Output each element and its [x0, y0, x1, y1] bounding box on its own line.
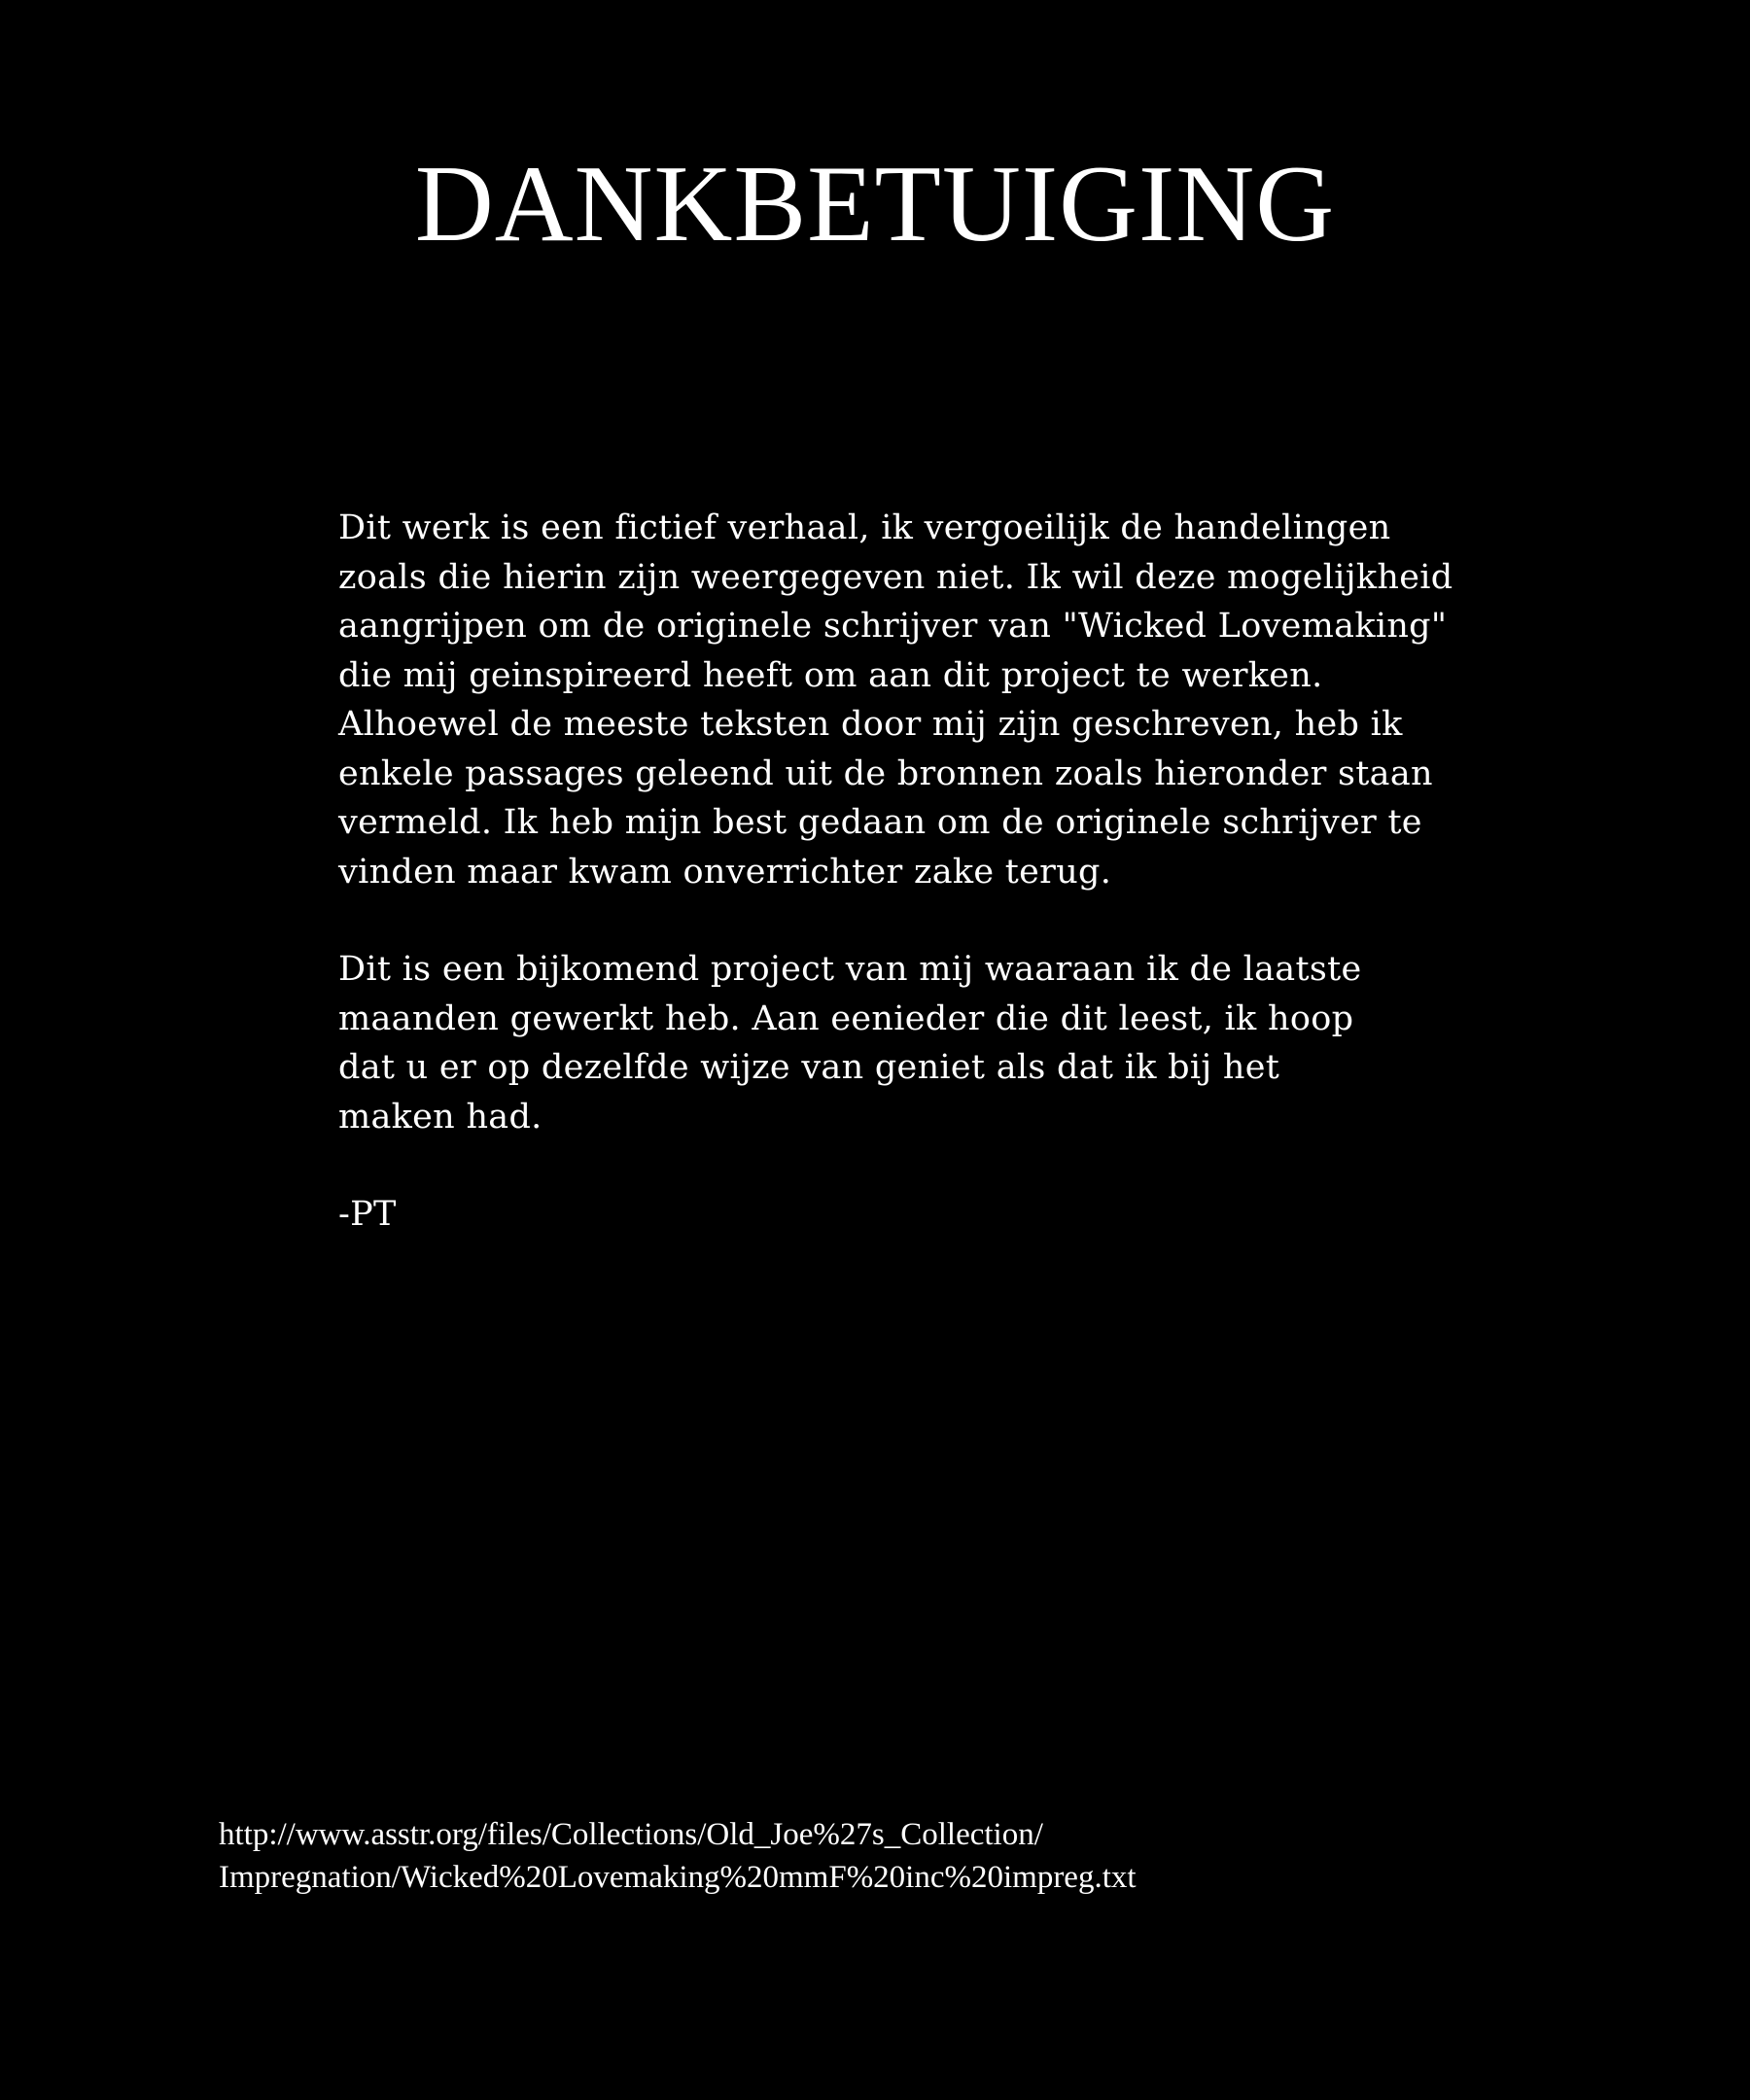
text-line: Alhoewel de meeste teksten door mij zijn geschreven, heb ik [338, 705, 1403, 744]
text-line: maken had. [338, 1097, 542, 1137]
source-line: Impregnation/Wicked%20Lovemaking%20mmF%20inc%20impreg.txt [219, 1860, 1137, 1895]
text-line: vinden maar kwam onverrichter zake terug. [338, 852, 1112, 892]
text-line: Dit werk is een fictief verhaal, ik vergoeilijk de handelingen [338, 508, 1391, 547]
page-title: DANKBETUIGING [414, 144, 1336, 264]
source-reference [219, 1813, 1677, 1899]
acknowledgement-body [338, 504, 1602, 1288]
text-line: zoals die hierin zijn weergegeven niet. Ik wil deze mogelijkheid [338, 557, 1453, 597]
text-line: aangrijpen om de originele schrijver van "Wicked Lovemaking" [338, 607, 1448, 646]
paragraph-1 [338, 504, 1602, 896]
text-line: die mij geinspireerd heeft om aan dit project te werken. [338, 655, 1323, 695]
text-line: Dit is een bijkomend project van mij waaraan ik de laatste [338, 950, 1362, 989]
source-line: http://www.asstr.org/files/Collections/Old_Joe%27s_Collection/ [219, 1817, 1043, 1852]
text-line: vermeld. Ik heb mijn best gedaan om de originele schrijver te [338, 803, 1422, 842]
text-line: dat u er op dezelfde wijze van geniet als dat ik bij het [338, 1048, 1280, 1087]
paragraph-2 [338, 945, 1602, 1141]
text-line: maanden gewerkt heb. Aan eenieder die dit leest, ik hoop [338, 998, 1354, 1038]
text-line: enkele passages geleend uit de bronnen zoals hieronder staan [338, 753, 1433, 793]
signature: -PT [338, 1195, 397, 1234]
